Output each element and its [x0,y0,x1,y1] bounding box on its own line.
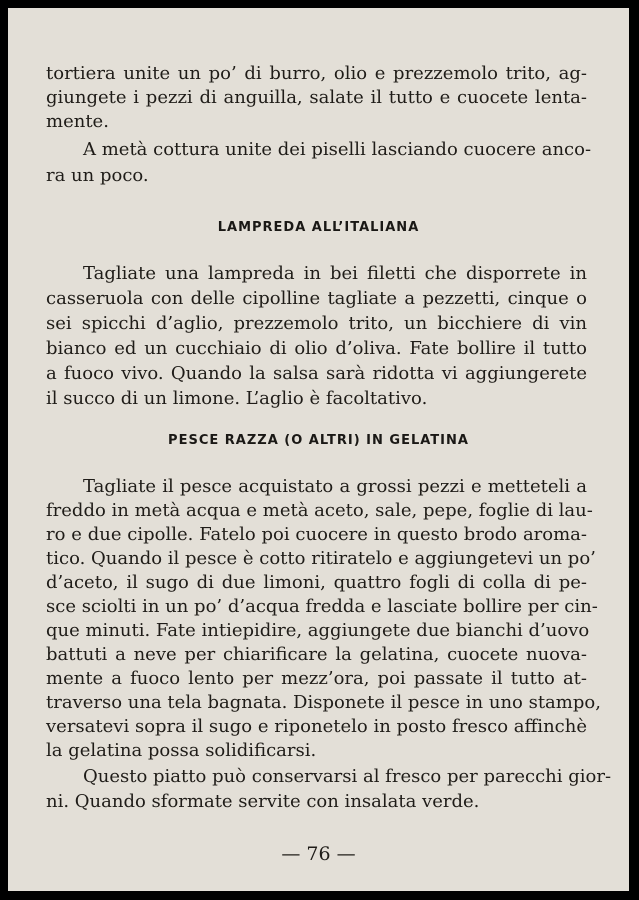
text-line: que minuti. Fate intiepidire, aggiungete due bianchi d’uovo [46,620,590,641]
text-line: Questo piatto può conservarsi al fresco per parecchi gior- [83,766,612,787]
text-line: battuti a neve per chiarificare la gelatina, cuocete nuova- [46,644,587,665]
text-line: mente a fuoco lento per mezz’ora, poi passate il tutto at- [46,668,587,689]
text-line: il succo di un limone. L’aglio è facoltativo. [46,388,428,409]
text-line: ra un poco. [46,165,149,186]
text-line: sce sciolti in un po’ d’acqua fredda e lasciate bollire per cin- [46,596,598,617]
page-number: — 76 — [281,843,356,865]
text-line: d’aceto, il sugo di due limoni, quattro fogli di colla di pe- [46,572,587,593]
text-line: casseruola con delle cipolline tagliate a pezzetti, cinque o [46,288,587,309]
text-line: a fuoco vivo. Quando la salsa sarà ridotta vi aggiungerete [46,363,587,384]
recipe-title-razza: PESCE RAZZA (O ALTRI) IN GELATINA [168,433,469,448]
recipe-title-lampreda: LAMPREDA ALL’ITALIANA [217,220,420,235]
text-line: ro e due cipolle. Fatelo poi cuocere in questo brodo aroma- [46,524,587,545]
text-line: ni. Quando sformate servite con insalata verde. [46,791,480,812]
text-line: bianco ed un cucchiaio di olio d’oliva. Fate bollire il tutto [46,338,587,359]
text-line: giungete i pezzi di anguilla, salate il tutto e cuocete lenta- [46,87,587,108]
text-line: versatevi sopra il sugo e riponetelo in posto fresco affinchè [46,716,587,737]
text-line: traverso una tela bagnata. Disponete il pesce in uno stampo, [46,692,601,713]
text-line: tico. Quando il pesce è cotto ritiratelo e aggiungetevi un po’ [46,548,596,569]
book-page [8,8,629,891]
text-line: Tagliate una lampreda in bei filetti che disporrete in [83,263,587,284]
text-line: freddo in metà acqua e metà aceto, sale, pepe, foglie di lau- [46,500,593,521]
text-line: tortiera unite un po’ di burro, olio e prezzemolo trito, ag- [46,63,587,84]
text-line: sei spicchi d’aglio, prezzemolo trito, un bicchiere di vin [46,313,587,334]
text-line: Tagliate il pesce acquistato a grossi pezzi e metteteli a [83,476,587,497]
text-line: la gelatina possa solidificarsi. [46,740,317,761]
text-line: A metà cottura unite dei piselli lasciando cuocere anco- [83,139,592,160]
text-line: mente. [46,111,109,132]
